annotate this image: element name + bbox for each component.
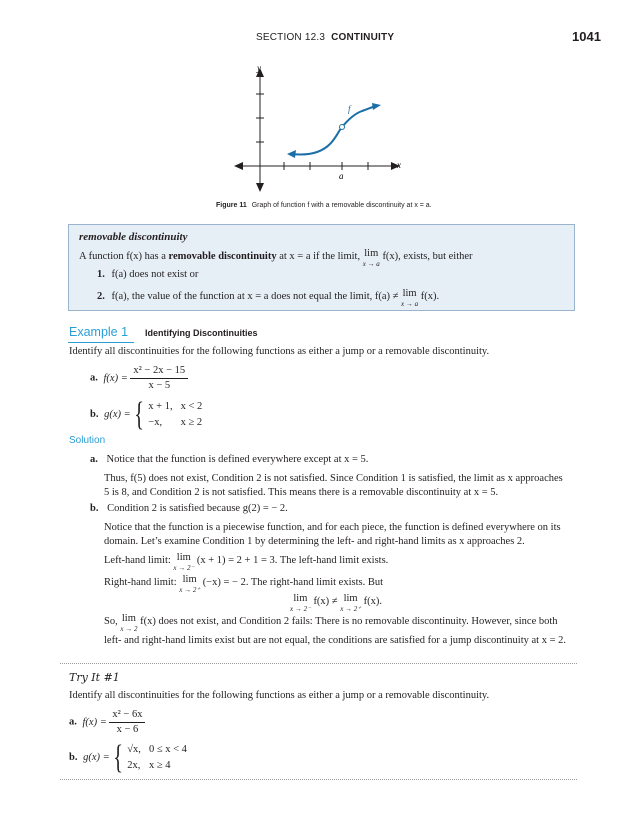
right-hand-limit: Right-hand limit: lim x → 2⁺ (−x) = − 2. The right-hand limit exists. But [104, 574, 383, 594]
function-curve [292, 106, 376, 155]
solution-conclusion-2: left- and right-hand limits exist but are not equal, the conditions are satisfied for a jump discontinuity at x = 2. [104, 635, 566, 646]
example-part-b: b. g(x) = { x + 1, x < 2 −x, x ≥ 2 [90, 398, 210, 432]
a-tick-label: a [339, 171, 344, 181]
try-it-part-b: b. g(x) = { √x, 0 ≤ x < 4 2x, x ≥ 4 [69, 741, 195, 775]
page-number: 1041 [572, 29, 601, 44]
section-title: CONTINUITY [331, 32, 395, 43]
example-title: Identifying Discontinuities [145, 328, 258, 338]
solution-conclusion-1: So, lim x → 2 f(x) does not exist, and Condition 2 fails: There is no removable discontinuity. However, since both [104, 613, 558, 633]
solution-a-paragraph-2: 5 is 8, and Condition 2 is not satisfied. This means there is a removable discontinuity at x = 5. [104, 487, 499, 498]
try-it-piecewise-table: √x, 0 ≤ x < 4 2x, x ≥ 4 [127, 744, 187, 771]
example-part-a: a. f(x) = $\frac{\text{x² − 2x − 15}}{x - 5}$ [90, 364, 188, 393]
hole-point [340, 125, 345, 130]
left-hand-limit: Left-hand limit: lim x → 2⁻ (x + 1) = 2 + 1 = 3. The left-hand limit exists. [104, 552, 389, 572]
try-it-piecewise-brace: { [113, 739, 124, 776]
y-axis-label: y [257, 63, 261, 73]
try-it-a-fraction: $\frac{\text{x² − 6x}}{x - 6}$ [109, 708, 145, 737]
definition-title: removable discontinuity [79, 231, 188, 243]
example-label: Example 1 [69, 325, 129, 339]
piecewise-table: x + 1, x < 2 −x, x ≥ 2 [148, 401, 203, 428]
try-it-prompt: Identify all discontinuities for the following functions as either a jump or a removable discontinuity. [69, 690, 490, 701]
curve-label: f [348, 104, 351, 114]
curve-arrow-left [287, 150, 296, 158]
limit-notation: lim x → a [362, 248, 380, 268]
example-a-fraction: $\frac{\text{x² − 2x − 15}}{x - 5}$ [130, 364, 188, 393]
definition-term: removable discontinuity [168, 251, 277, 262]
limits-not-equal: lim x → 2⁻ f(x) ≠ lim x → 2⁺ f(x). [290, 593, 383, 613]
x-axis-arrow-left [234, 162, 243, 170]
example-prompt: Identify all discontinuities for the following functions as either a jump or a removable discontinuity. [69, 346, 490, 357]
try-it-divider-top [60, 663, 577, 664]
running-header [256, 32, 394, 43]
x-axis-label: x [397, 160, 401, 170]
example-underline [68, 342, 134, 343]
solution-part-a: a. Notice that the function is defined everywhere except at x = 5. [90, 454, 369, 465]
caption-number: Figure 11 [216, 202, 247, 209]
piecewise-brace: { [134, 396, 145, 433]
solution-a-paragraph-1: Thus, f(5) does not exist, Condition 2 is not satisfied. Since Condition 1 is satisfied, the limit as x approaches [104, 473, 563, 484]
try-it-part-a: a. f(x) = $\frac{\text{x² − 6x}}{x - 6}$ [69, 708, 145, 737]
definition-box [68, 224, 575, 311]
caption-text: Graph of function f with a removable discontinuity at x = a. [251, 202, 432, 209]
definition-item-1: 1. f(a) does not exist or [97, 269, 199, 280]
definition-item-2: 2. f(a), the value of the function at x = a does not equal the limit, f(a) ≠ lim x → a f(x). [97, 288, 440, 308]
section-number: SECTION 12.3 [256, 32, 326, 43]
try-it-label: Try It #1 [69, 671, 120, 684]
try-it-divider-bottom [60, 779, 577, 780]
solution-b-paragraph-1: Notice that the function is a piecewise function, and for each piece, the function is defined everywhere on its [104, 522, 561, 533]
solution-part-b: b. Condition 2 is satisfied because g(2) = − 2. [90, 503, 288, 514]
figure-caption [216, 202, 432, 209]
solution-b-paragraph-2: domain. Let’s examine Condition 1 by determining the left- and right-hand limits as x approaches 2. [104, 536, 525, 547]
figure-graph [230, 62, 410, 202]
y-axis-arrow-down [256, 183, 264, 192]
definition-intro: A function f(x) has a removable discontinuity at x = a if the limit, lim x → a f(x), exists, but either [79, 248, 473, 268]
solution-label: Solution [69, 435, 106, 446]
curve-arrow-right [372, 103, 381, 110]
